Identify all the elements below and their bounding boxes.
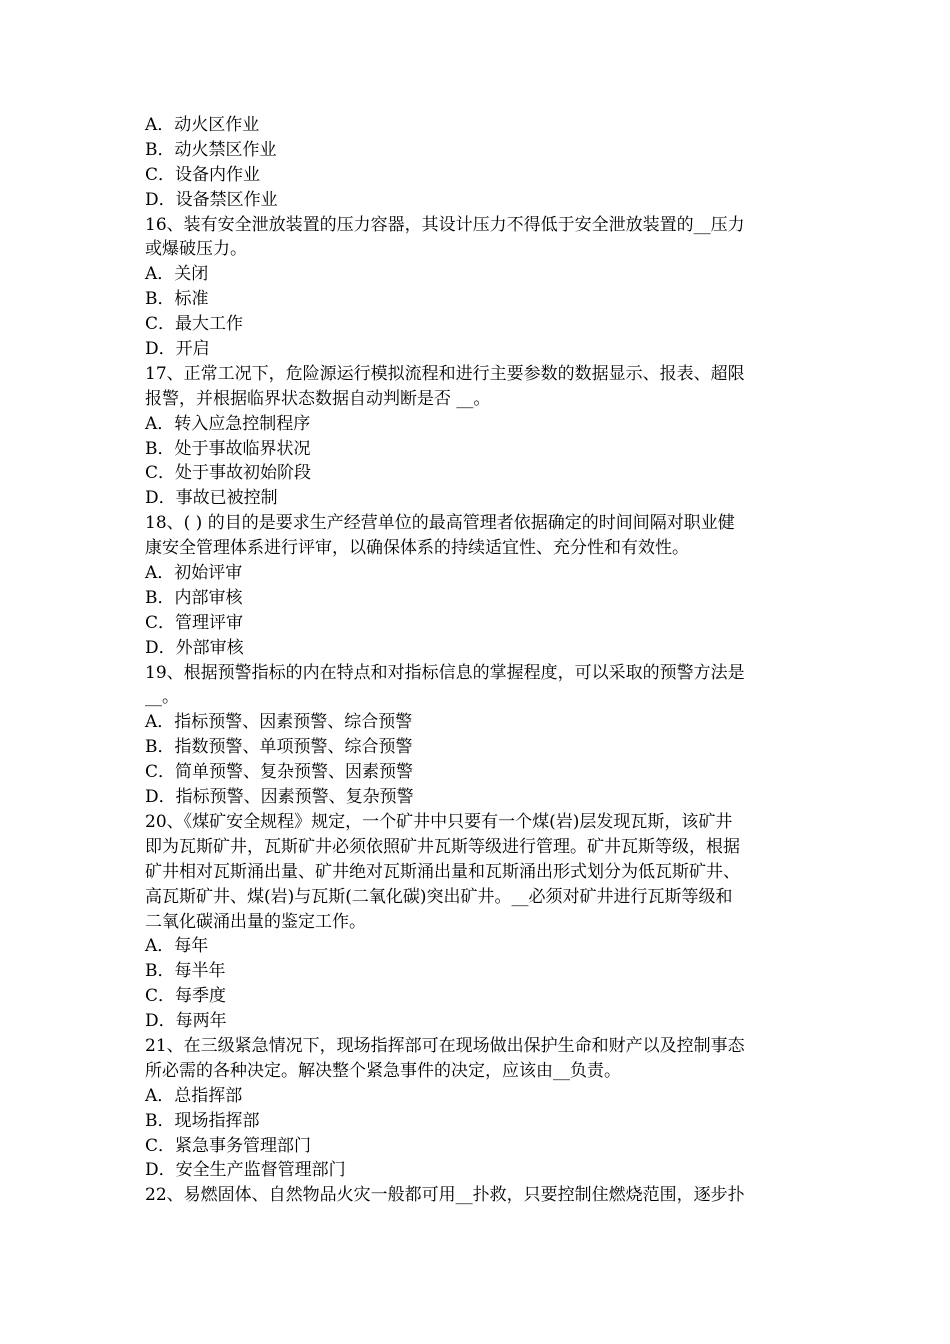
question-18-line-1: 18、( ) 的目的是要求生产经营单位的最高管理者依据确定的时间间隔对职业健 — [145, 513, 735, 534]
question-20-line-3: 矿井相对瓦斯涌出量、矿井绝对瓦斯涌出量和瓦斯涌出形式划分为低瓦斯矿井、 — [145, 861, 740, 882]
option-b-line: B．内部审核 — [145, 587, 243, 608]
option-a-line: A．每年 — [145, 936, 209, 957]
option-b-line: B．标准 — [145, 289, 209, 310]
option-d-line: D．每两年 — [145, 1011, 227, 1032]
question-21-line-2: 所必需的各种决定。解决整个紧急事件的决定，应该由__负责。 — [145, 1060, 621, 1081]
option-d-line: D．安全生产监督管理部门 — [145, 1160, 346, 1181]
question-20-line-2: 即为瓦斯矿井，瓦斯矿井必须依照矿井瓦斯等级进行管理。矿井瓦斯等级，根据 — [145, 836, 740, 857]
option-c-line: C．管理评审 — [145, 612, 244, 633]
option-c-line: C．紧急事务管理部门 — [145, 1135, 312, 1156]
option-d-line: D．设备禁区作业 — [145, 189, 278, 210]
option-b-line: B．指数预警、单项预警、综合预警 — [145, 737, 413, 758]
option-a-line: A．动火区作业 — [145, 115, 260, 135]
question-21-line-1: 21、在三级紧急情况下，现场指挥部可在现场做出保护生命和财产以及控制事态 — [145, 1035, 745, 1056]
option-d-line: D．外部审核 — [145, 637, 244, 658]
question-20-line-1: 20、《煤矿安全规程》规定，一个矿井中只要有一个煤(岩)层发现瓦斯，该矿井 — [145, 811, 733, 832]
option-a-line: A．初始评审 — [145, 563, 243, 584]
option-a-line: A．转入应急控制程序 — [145, 413, 311, 434]
question-22-line-1: 22、易燃固体、自然物品火灾一般都可用__扑救，只要控制住燃烧范围，逐步扑 — [145, 1185, 745, 1206]
question-18-line-2: 康安全管理体系进行评审，以确保体系的持续适宜性、充分性和有效性。 — [145, 538, 689, 559]
option-c-line: C．处于事故初始阶段 — [145, 463, 312, 484]
question-19-line-1: 19、根据预警指标的内在特点和对指标信息的掌握程度，可以采取的预警方法是 — [145, 662, 745, 683]
option-d-line: D．事故已被控制 — [145, 488, 278, 509]
question-20-line-4: 高瓦斯矿井、煤(岩)与瓦斯(二氧化碳)突出矿井。__必须对矿井进行瓦斯等级和 — [145, 886, 733, 907]
option-a-line: A．总指挥部 — [145, 1085, 243, 1106]
option-b-line: B．每半年 — [145, 961, 226, 982]
question-20-line-5: 二氧化碳涌出量的鉴定工作。 — [145, 911, 366, 932]
option-a-line: A．关闭 — [145, 264, 209, 285]
option-a-line: A．指标预警、因素预警、综合预警 — [145, 712, 413, 733]
option-b-line: B．动火禁区作业 — [145, 139, 277, 160]
question-16-line-2: 或爆破压力。 — [145, 239, 247, 260]
option-c-line: C．每季度 — [145, 986, 227, 1007]
question-17-line-2: 报警，并根据临界状态数据自动判断是否 __。 — [145, 388, 491, 409]
question-19-line-2: __。 — [145, 687, 179, 708]
document-body — [145, 113, 809, 1208]
option-c-line: C．简单预警、复杂预警、因素预警 — [145, 762, 414, 783]
option-b-line: B．处于事故临界状况 — [145, 438, 311, 459]
question-17-line-1: 17、正常工况下，危险源运行模拟流程和进行主要参数的数据显示、报表、超限 — [145, 363, 745, 384]
question-16-line-1: 16、装有安全泄放装置的压力容器，其设计压力不得低于安全泄放装置的__压力 — [145, 214, 745, 235]
option-d-line: D．指标预警、因素预警、复杂预警 — [145, 787, 414, 808]
option-c-line: C．设备内作业 — [145, 164, 261, 185]
option-b-line: B．现场指挥部 — [145, 1110, 260, 1131]
option-d-line: D．开启 — [145, 339, 210, 360]
option-c-line: C．最大工作 — [145, 314, 244, 335]
